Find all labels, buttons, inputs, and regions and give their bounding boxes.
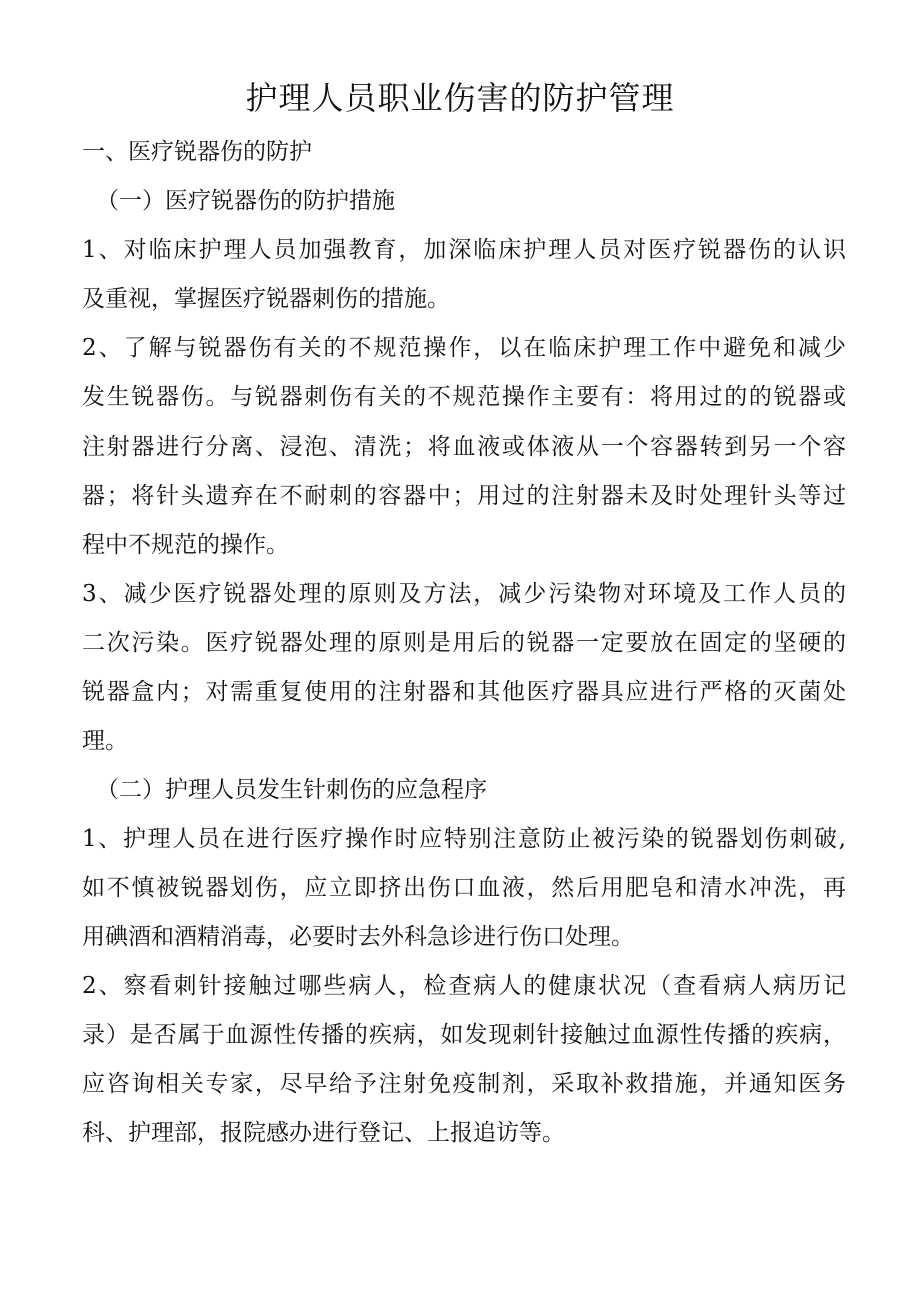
paragraph-line: 锐器盒内；对需重复使用的注射器和其他医疗器具应进行严格的灭菌处 xyxy=(82,679,846,705)
paragraph-line: 程中不规范的操作。 xyxy=(82,532,289,558)
paragraph-line: 2、察看刺针接触过哪些病人，检查病人的健康状况（查看病人病历记 xyxy=(82,973,846,999)
paragraph-line: 注射器进行分离、浸泡、清洗；将血液或体液从一个容器转到另一个容 xyxy=(82,434,846,460)
paragraph-line: 理。 xyxy=(82,728,128,754)
document-title: 护理人员职业伤害的防护管理 xyxy=(245,79,675,117)
paragraph-line: 器；将针头遗弃在不耐刺的容器中；用过的注射器未及时处理针头等过 xyxy=(82,483,846,509)
paragraph-line: 3、减少医疗锐器处理的原则及方法，减少污染物对环境及工作人员的 xyxy=(82,581,846,607)
paragraph-line: 科、护理部，报院感办进行登记、上报追访等。 xyxy=(82,1120,565,1146)
paragraph-line: 应咨询相关专家，尽早给予注射免疫制剂，采取补救措施，并通知医务 xyxy=(82,1071,846,1097)
paragraph-line: 1、对临床护理人员加强教育，加深临床护理人员对医疗锐器伤的认识 xyxy=(82,237,846,263)
section-heading-1: 一、医疗锐器伤的防护 xyxy=(82,139,312,165)
paragraph-line: 1、护理人员在进行医疗操作时应特别注意防止被污染的锐器划伤刺破, xyxy=(82,826,846,852)
paragraph-line: 及重视，掌握医疗锐器刺伤的措施。 xyxy=(82,286,450,312)
paragraph-line: 如不慎被锐器划伤，应立即挤出伤口血液，然后用肥皂和清水冲洗，再 xyxy=(82,875,846,901)
paragraph-line: 二次污染。医疗锐器处理的原则是用后的锐器一定要放在固定的坚硬的 xyxy=(82,630,846,656)
subsection-heading-2: （二）护理人员发生针刺伤的应急程序 xyxy=(96,777,487,803)
paragraph-line: 录）是否属于血源性传播的疾病，如发现刺针接触过血源性传播的疾病， xyxy=(82,1022,846,1048)
paragraph-line: 2、了解与锐器伤有关的不规范操作，以在临床护理工作中避免和减少 xyxy=(82,335,846,361)
paragraph-line: 用碘酒和酒精消毒，必要时去外科急诊进行伤口处理。 xyxy=(82,924,634,950)
paragraph-line: 发生锐器伤。与锐器刺伤有关的不规范操作主要有：将用过的的锐器或 xyxy=(82,384,846,410)
subsection-heading-1: （一）医疗锐器伤的防护措施 xyxy=(96,188,395,214)
